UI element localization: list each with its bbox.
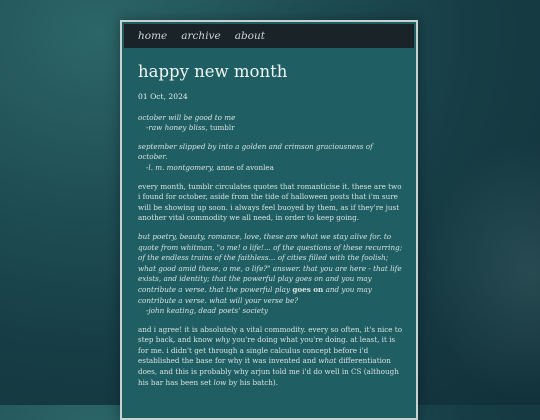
quote-3 — [138, 232, 404, 317]
blog-frame — [120, 20, 418, 420]
quote-1-source: tumblr — [209, 123, 235, 133]
paragraph-2-part3: differentiation does, and this is probably why arjun told me i'd do well in CS (although his bar has been set — [138, 356, 399, 387]
background-glow — [420, 140, 540, 400]
quote-3-attribution: -john keating, dead poets' society — [146, 306, 268, 316]
post-date: 01 Oct, 2024 — [138, 92, 188, 101]
quote-2-attribution — [138, 163, 404, 174]
quote-1-attr-prefix: -raw honey bliss, — [146, 123, 208, 133]
paragraph-2-em2: what — [318, 356, 337, 366]
quote-2-source: anne of avonlea — [216, 162, 274, 172]
paragraph-2-em1: why — [215, 335, 230, 345]
quote-3-body — [138, 232, 404, 306]
paragraph-2-part1: and i agree! it is absolutely a vital commodity. every so often, it's nice to step back, and know — [138, 324, 403, 345]
quote-1 — [138, 113, 404, 134]
paragraph-2-part2: you're doing what you're doing. at least, it is for me. i didn't get through a single calculus concept before i'd established the base for why it was invented and — [138, 335, 396, 366]
quote-1-attribution — [138, 123, 404, 134]
quote-1-text: october will be good to me — [138, 112, 236, 122]
quote-2-text: september slipped by into a golden and crimson graciousness of october. — [138, 141, 373, 162]
post-article — [138, 62, 404, 396]
paragraph-2-em3: low — [213, 377, 227, 387]
nav-about-link[interactable]: about — [234, 30, 265, 42]
quote-3-bold: goes on — [292, 284, 324, 294]
top-nav — [124, 24, 414, 48]
quote-3-text-part1: but poetry, beauty, romance, love, these are what we stay alive for. to quote from whitman, "o me! o life!... of the questions of these recurring; of the endless trains of the faithless... of cities filled with the foolish; what good amid these, o me, o life?" answer. that you are here - that life exists, and identity; that the powerful play goes on and you may contribute a verse. that the powerful play — [138, 231, 403, 294]
paragraph-1: every month, tumblr circulates quotes that romanticise it. these are two i found for october, aside from the tide of halloween posts that i'm sure will be showing up soon. i always feel buoyed by them, as if they're just another vital commodity we all need, in order to keep going. — [138, 181, 402, 223]
paragraph-2-part4: by his batch). — [228, 377, 278, 387]
nav-archive-link[interactable]: archive — [181, 30, 221, 42]
paragraph-2 — [138, 325, 404, 389]
post-title: happy new month — [138, 62, 288, 81]
quote-2-attr-prefix: -l. m. montgomery, — [146, 162, 215, 172]
nav-home-link[interactable]: home — [138, 30, 168, 42]
quote-2 — [138, 142, 404, 174]
quote-3-text-part2: and you may contribute a verse. what will your verse be? — [138, 284, 372, 305]
